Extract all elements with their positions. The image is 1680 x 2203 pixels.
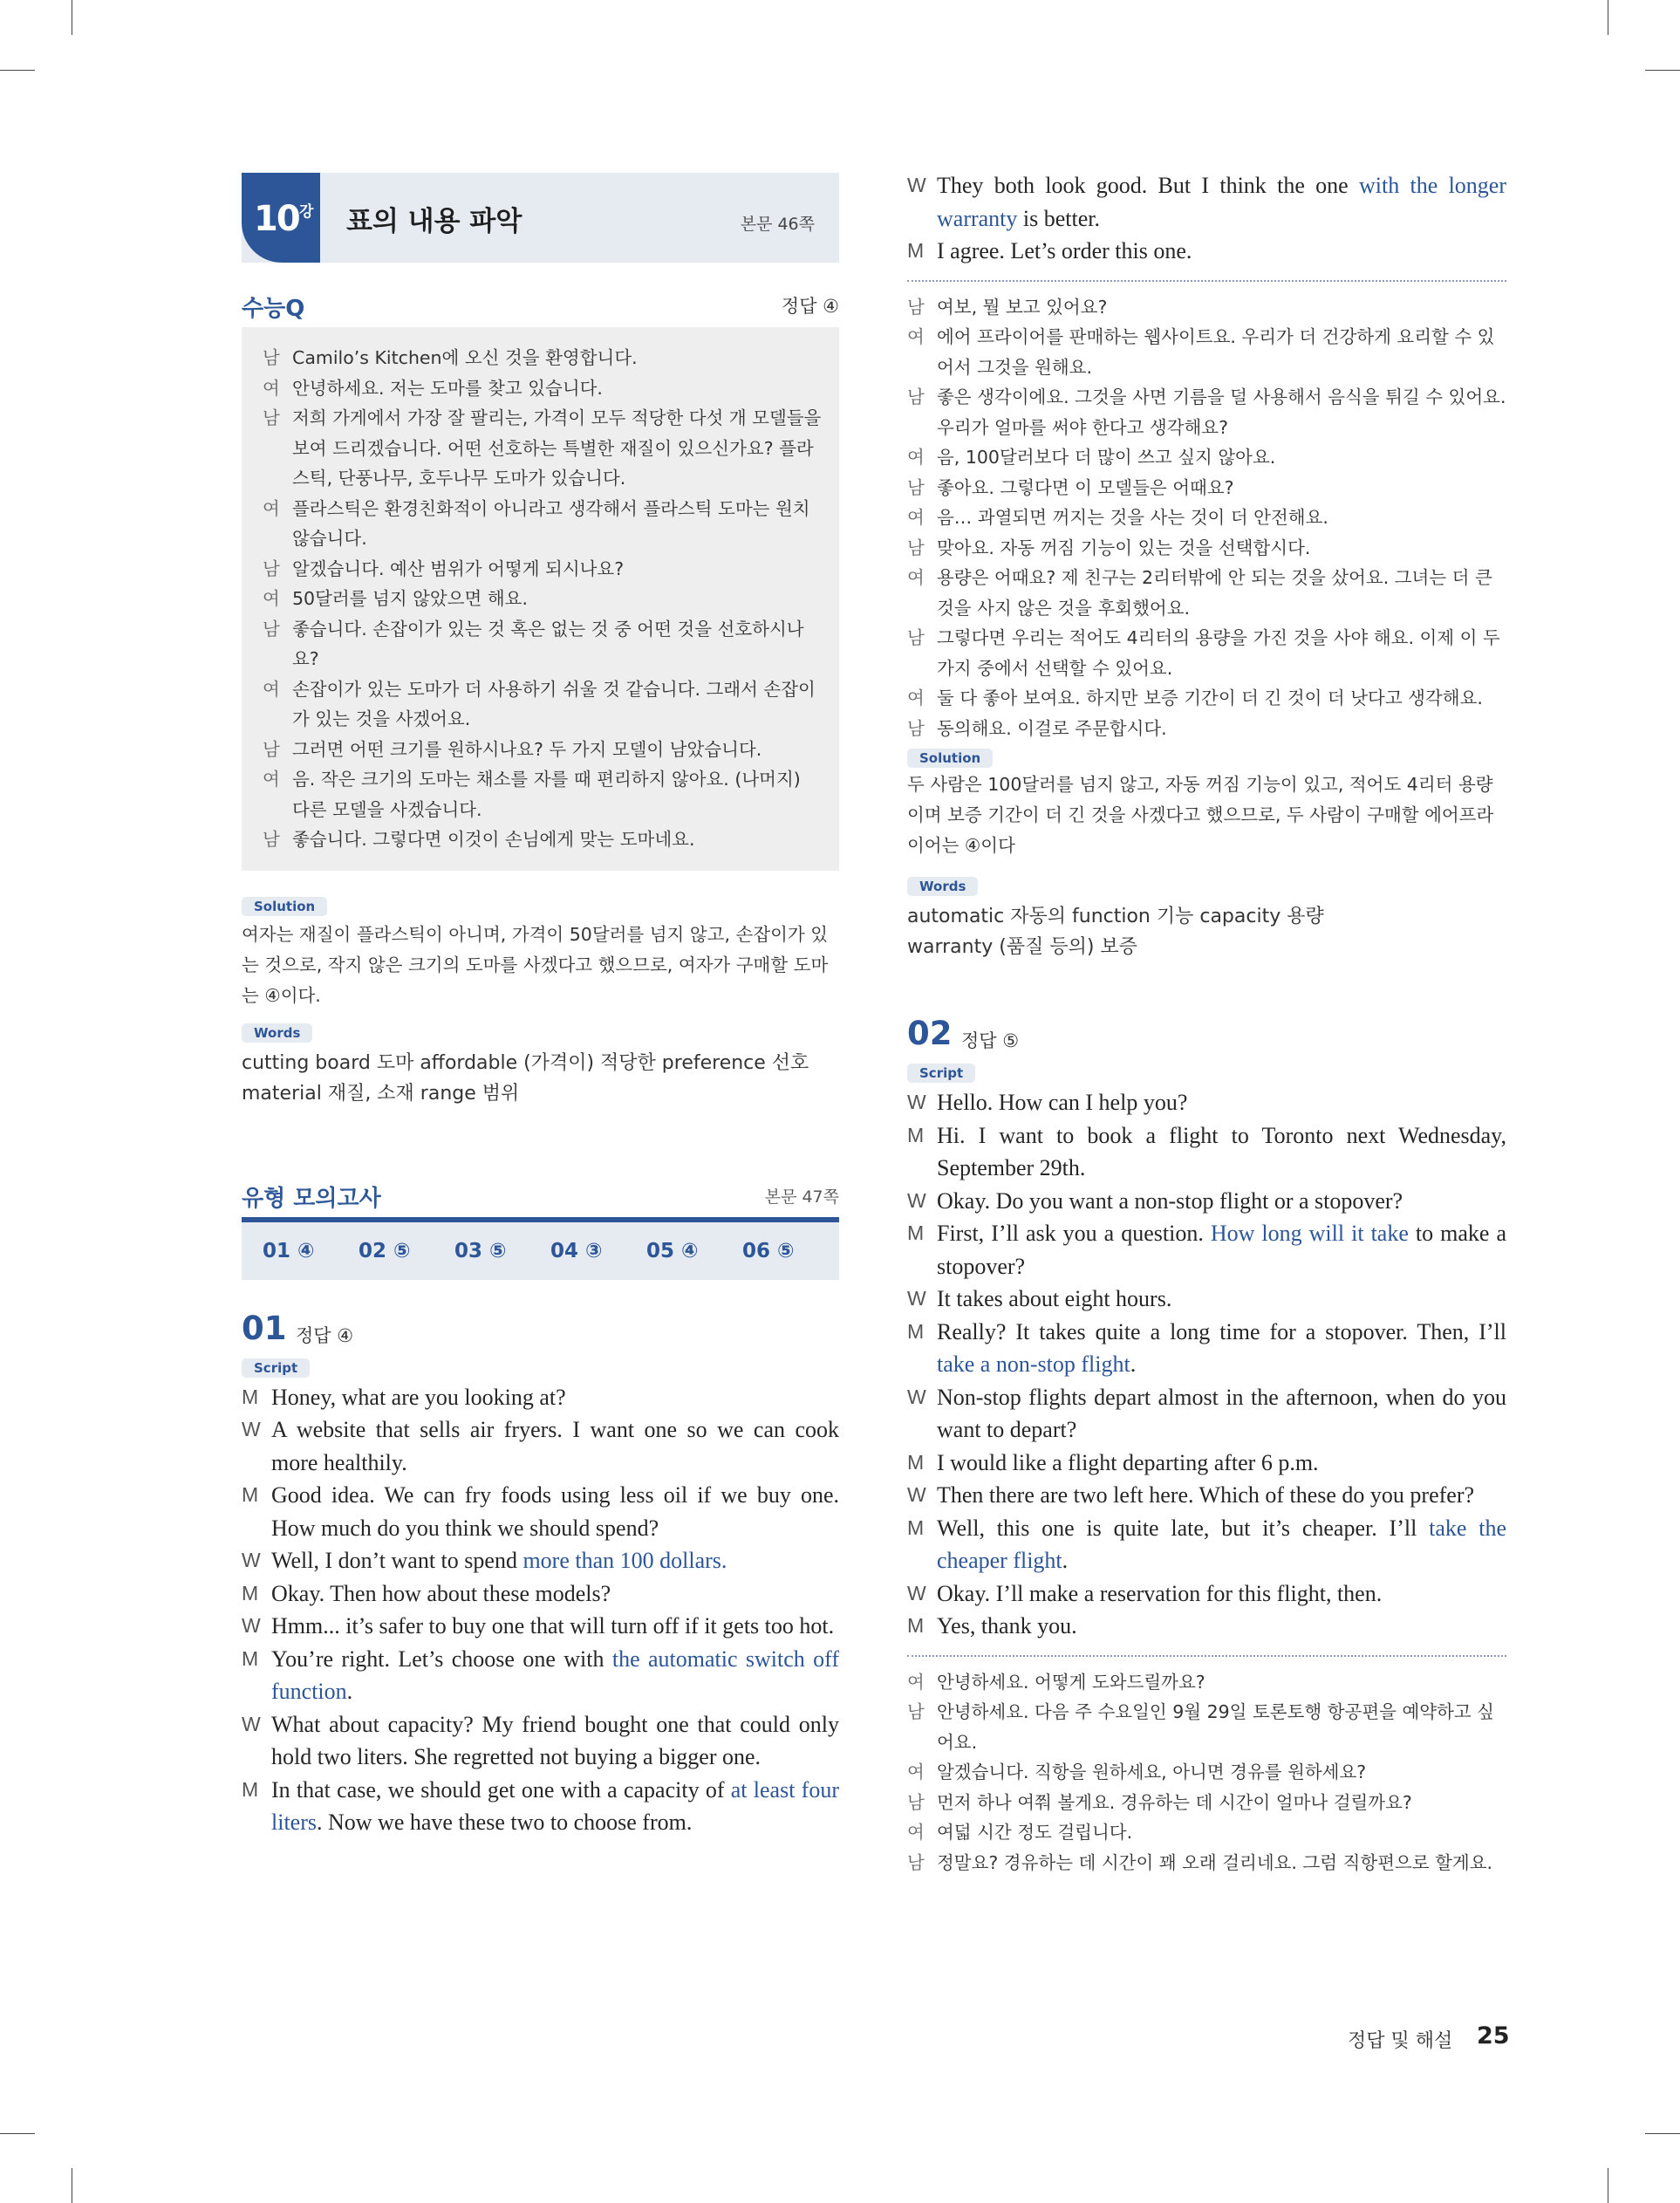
dialogue-line — [907, 322, 1506, 382]
dialogue-text: 음. 작은 크기의 도마는 채소를 자를 때 편리하지 않아요. (나머지) 다른 모델을 사겠습니다. — [292, 769, 801, 820]
solution-tag: Solution — [907, 749, 993, 768]
q01-script — [242, 1381, 839, 1839]
text-segment: I would like a flight departing after 6 p.m. — [937, 1449, 1319, 1475]
speaker-label: M — [242, 1483, 259, 1506]
unit-header — [242, 173, 839, 263]
dialogue-text: 맞아요. 자동 꺼짐 기능이 있는 것을 선택합시다. — [937, 537, 1311, 558]
text-segment: It takes about eight hours. — [937, 1286, 1172, 1311]
speaker-label: 남 — [907, 1851, 925, 1873]
mock-answer-bar — [242, 1217, 839, 1280]
speaker-label: W — [907, 1483, 926, 1506]
script-text — [937, 1512, 1506, 1577]
dialogue-text: 용량은 어때요? 제 친구는 2리터밖에 안 되는 것을 샀어요. 그녀는 더 큰 것을 사지 않은 것을 후회했어요. — [937, 567, 1492, 619]
speaker-label: 여 — [263, 497, 280, 519]
text-segment: to make a stopover? — [937, 1221, 1506, 1279]
speaker-label: 남 — [907, 476, 925, 498]
speaker-label: 여 — [907, 688, 925, 708]
dialogue-line — [263, 584, 823, 614]
dialogue-text: 그러면 어떤 크기를 원하시나요? 두 가지 모델이 남았습니다. — [292, 738, 762, 760]
text-segment: Then there are two left here. Which of these do you prefer? — [937, 1482, 1475, 1508]
speaker-label: W — [907, 1091, 926, 1113]
speaker-label: 여 — [907, 326, 925, 347]
speaker-label: 여 — [907, 1762, 925, 1782]
suneungq-solution — [242, 897, 839, 1011]
dialogue-line — [907, 1697, 1506, 1757]
speaker-label: M — [907, 1123, 925, 1146]
script-text — [937, 1185, 1506, 1218]
q02-header — [907, 1011, 1506, 1064]
script-text — [271, 1413, 839, 1479]
speaker-label: W — [242, 1418, 261, 1440]
script-tag: Script — [242, 1358, 310, 1378]
speaker-label: 남 — [263, 558, 280, 579]
script-line — [907, 235, 1506, 268]
unit-page-ref: 본문 46쪽 — [740, 215, 815, 234]
dialogue-text: 알겠습니다. 직항을 원하세요, 아니면 경유를 원하세요? — [937, 1762, 1367, 1782]
script-text — [937, 1316, 1506, 1381]
dialogue-text: 안녕하세요. 다음 주 수요일인 9월 29일 토론토행 항공편을 예약하고 싶어요. — [937, 1701, 1494, 1753]
dialogue-line — [263, 614, 823, 674]
speaker-label: M — [907, 1614, 925, 1637]
text-segment: Good idea. We can fry foods using less oil if we buy one. How much do you think we should spend? — [271, 1482, 839, 1541]
speaker-label: W — [242, 1614, 261, 1637]
speaker-label: 남 — [907, 296, 925, 318]
words-line: cutting board 도마 affordable (가격이) 적당한 preference 선호 — [242, 1051, 809, 1074]
script-line — [907, 1316, 1506, 1381]
unit-badge — [242, 173, 320, 263]
unit-title: 표의 내용 파악 — [346, 206, 522, 237]
right-column — [907, 169, 1506, 1878]
text-segment: First, I’ll ask you a question. — [937, 1221, 1211, 1246]
text-segment: Non-stop flights depart almost in the afternoon, when do you want to depart? — [937, 1384, 1506, 1442]
speaker-label: 남 — [907, 537, 925, 558]
dialogue-text: 정말요? 경유하는 데 시간이 꽤 오래 걸리네요. 그럼 직항편으로 할게요. — [937, 1851, 1493, 1873]
crop-mark — [1645, 70, 1680, 71]
dialogue-text: 안녕하세요. 저는 도마를 찾고 있습니다. — [292, 377, 603, 399]
dialogue-text: 안녕하세요. 어떻게 도와드릴까요? — [937, 1671, 1205, 1693]
dialogue-line — [907, 292, 1506, 323]
speaker-label: 남 — [907, 627, 925, 648]
dialogue-line — [907, 683, 1506, 714]
dialogue-line — [907, 503, 1506, 533]
text-segment: What about capacity? My friend bought one that could only hold two liters. She regretted not buying a bigger one. — [271, 1711, 839, 1769]
words-line: material 재질, 소재 range 범위 — [242, 1082, 520, 1105]
speaker-label: W — [907, 1581, 926, 1604]
suneungq-answer: 정답 ④ — [781, 296, 839, 317]
script-text — [937, 1283, 1506, 1316]
dialogue-text: 플라스틱은 환경친화적이 아니라고 생각해서 플라스틱 도마는 원치 않습니다. — [292, 497, 810, 549]
q01-words — [907, 877, 1506, 962]
dialogue-line — [263, 343, 823, 373]
text-segment: . — [1062, 1548, 1069, 1573]
dialogue-line — [263, 674, 823, 735]
question-answer: 정답 ④ — [296, 1324, 354, 1346]
script-line — [242, 1643, 839, 1708]
words-tag: Words — [242, 1023, 312, 1043]
speaker-label: W — [907, 1385, 926, 1408]
highlighted-phrase: take the cheaper flight — [937, 1515, 1506, 1573]
script-text — [937, 1479, 1506, 1512]
script-text — [271, 1381, 839, 1414]
script-text — [937, 1217, 1506, 1283]
text-segment: Okay. Then how about these models? — [271, 1580, 611, 1606]
text-segment: Hi. I want to book a flight to Toronto next Wednesday, September 29th. — [937, 1122, 1506, 1180]
text-segment: A website that sells air fryers. I want one so we can cook more healthily. — [271, 1417, 839, 1475]
speaker-label: M — [242, 1777, 259, 1801]
mock-title: 유형 모의고사 — [242, 1185, 381, 1212]
script-line — [242, 1708, 839, 1774]
text-segment: Okay. Do you want a non-stop flight or a stopover? — [937, 1187, 1403, 1214]
script-line — [907, 1512, 1506, 1577]
dialogue-line — [907, 623, 1506, 683]
q01-header — [242, 1306, 839, 1358]
script-line — [907, 1479, 1506, 1512]
dialogue-line — [263, 764, 823, 824]
q02-translation — [907, 1667, 1506, 1878]
answer-item: 02 ⑤ — [359, 1239, 411, 1262]
dialogue-line — [263, 554, 823, 585]
text-segment: Yes, thank you. — [937, 1613, 1077, 1639]
dialogue-line — [907, 442, 1506, 473]
dialogue-line — [263, 494, 823, 554]
speaker-label: 남 — [263, 347, 280, 368]
highlighted-phrase: the automatic switch off function — [271, 1645, 839, 1704]
script-line — [907, 1086, 1506, 1119]
speaker-label: 남 — [907, 387, 925, 407]
dialogue-text: 50달러를 넘지 않았으면 해요. — [292, 588, 528, 609]
dotted-divider — [907, 280, 1506, 282]
speaker-label: 여 — [907, 1671, 925, 1693]
text-segment: You’re right. Let’s choose one with — [271, 1645, 612, 1672]
text-segment: Really? It takes quite a long time for a stopover. Then, I’ll — [937, 1318, 1506, 1344]
crop-mark — [1645, 2133, 1680, 2134]
script-text — [271, 1610, 839, 1643]
script-line — [242, 1544, 839, 1577]
answer-item: 04 ③ — [550, 1239, 603, 1262]
text-segment: Okay. I’ll make a reservation for this flight, then. — [937, 1580, 1383, 1606]
speaker-label: 여 — [263, 588, 280, 609]
dialogue-text: 동의해요. 이걸로 주문합시다. — [937, 717, 1167, 739]
words-tag: Words — [907, 877, 978, 896]
script-text — [937, 1447, 1506, 1480]
crop-mark — [0, 70, 35, 71]
speaker-label: M — [242, 1385, 259, 1408]
suneungq-header — [242, 287, 839, 322]
text-segment: . Now we have these two to choose from. — [317, 1810, 693, 1835]
text-segment: Hello. How can I help you? — [937, 1090, 1188, 1115]
script-line — [242, 1610, 839, 1643]
dialogue-text: 좋습니다. 손잡이가 있는 것 혹은 없는 것 중 어떤 것을 선호하시나요? — [292, 618, 804, 669]
speaker-label: 남 — [263, 618, 280, 640]
script-line — [242, 1381, 839, 1414]
script-text — [271, 1643, 839, 1708]
speaker-label: 남 — [263, 738, 280, 760]
speaker-label: M — [242, 1646, 259, 1670]
dialogue-text: 좋아요. 그렇다면 이 모델들은 어때요? — [937, 476, 1234, 498]
speaker-label: 남 — [263, 407, 280, 428]
dialogue-line — [263, 373, 823, 404]
page-number: 25 — [1477, 2022, 1510, 2049]
script-tag: Script — [907, 1064, 975, 1083]
dialogue-line — [907, 714, 1506, 744]
dialogue-line — [263, 735, 823, 765]
answer-item: 01 ④ — [263, 1239, 315, 1262]
dialogue-line — [907, 1817, 1506, 1848]
speaker-label: W — [242, 1712, 261, 1735]
text-segment: Hmm... it’s safer to buy one that will turn off if it gets too hot. — [271, 1613, 835, 1639]
dialogue-text: 음, 100달러보다 더 많이 쓰고 싶지 않아요. — [937, 447, 1276, 468]
dialogue-line — [907, 533, 1506, 564]
words-line: automatic 자동의 function 기능 capacity 용량 — [907, 906, 1324, 927]
speaker-label: 남 — [907, 717, 925, 739]
dialogue-text: 먼저 하나 여쭤 볼게요. 경유하는 데 시간이 얼마나 걸릴까요? — [937, 1791, 1412, 1813]
script-line — [907, 1381, 1506, 1447]
solution-text: 여자는 재질이 플라스틱이 아니며, 가격이 50달러를 넘지 않고, 손잡이가 있는 것으로, 작지 않은 크기의 도마를 사겠다고 했으므로, 여자가 구매할 도마는 ④이다. — [242, 923, 829, 1006]
script-text — [271, 1708, 839, 1774]
dialogue-text: 좋습니다. 그렇다면 이것이 손님에게 맞는 도마네요. — [292, 829, 695, 850]
speaker-label: M — [907, 239, 925, 262]
dialogue-line — [907, 1667, 1506, 1698]
suneungq-dialogue-box — [242, 327, 839, 871]
speaker-label: W — [907, 174, 926, 196]
dialogue-text: 좋은 생각이에요. 그것을 사면 기름을 덜 사용해서 음식을 튀길 수 있어요. 우리가 얼마를 써야 한다고 생각해요? — [937, 387, 1506, 438]
mock-page-ref: 본문 47쪽 — [764, 1187, 839, 1207]
dialogue-text: 음… 과열되면 꺼지는 것을 사는 것이 더 안전해요. — [937, 507, 1328, 528]
text-segment: . — [346, 1679, 353, 1704]
question-number: 02 — [907, 1015, 953, 1052]
speaker-label: M — [907, 1221, 925, 1244]
script-text — [937, 1610, 1506, 1643]
dialogue-line — [907, 1757, 1506, 1788]
script-text — [937, 235, 1506, 268]
speaker-label: M — [907, 1450, 925, 1474]
answer-item: 06 ⑤ — [742, 1239, 795, 1262]
dialogue-text: 에어 프라이어를 판매하는 웹사이트요. 우리가 더 건강하게 요리할 수 있어서 그것을 원해요. — [937, 326, 1495, 378]
text-segment: Well, this one is quite late, but it’s cheaper. I’ll — [937, 1515, 1430, 1541]
speaker-label: M — [907, 1319, 925, 1343]
script-line — [907, 1577, 1506, 1611]
dialogue-text: 알겠습니다. 예산 범위가 어떻게 되시나요? — [292, 558, 625, 579]
unit-suffix: 강 — [299, 203, 314, 221]
highlighted-phrase: with the longer warranty — [937, 173, 1506, 231]
words-line: warranty (품질 등의) 보증 — [907, 936, 1137, 958]
speaker-label: 여 — [907, 567, 925, 588]
dialogue-line — [907, 473, 1506, 503]
left-column — [242, 173, 839, 1839]
question-number: 01 — [242, 1309, 287, 1347]
dialogue-text: 저희 가게에서 가장 잘 팔리는, 가격이 모두 적당한 다섯 개 모델들을 보여 드리겠습니다. 어떤 선호하는 특별한 재질이 있으신가요? 플라스틱, 단풍나무, 호두나무 도마가 있습니다. — [292, 407, 822, 489]
suneungq-title: 수능Q — [242, 296, 305, 322]
text-segment: Honey, what are you looking at? — [271, 1384, 566, 1410]
dialogue-text: 둘 다 좋아 보여요. 하지만 보증 기간이 더 긴 것이 더 낫다고 생각해요. — [937, 688, 1483, 708]
script-line — [907, 1447, 1506, 1480]
speaker-label: 여 — [263, 678, 280, 700]
dialogue-line — [907, 1848, 1506, 1878]
q01-solution — [907, 749, 1506, 861]
script-text — [271, 1544, 839, 1577]
text-segment: I agree. Let’s order this one. — [937, 238, 1192, 263]
dotted-divider — [907, 1655, 1506, 1657]
script-line — [242, 1413, 839, 1479]
highlighted-phrase: more than 100 dollars. — [522, 1548, 727, 1573]
mock-header — [242, 1177, 839, 1212]
answer-item: 05 ④ — [646, 1239, 699, 1262]
dialogue-line — [263, 403, 823, 494]
script-line — [907, 1283, 1506, 1316]
speaker-label: M — [907, 1515, 925, 1539]
dialogue-text: 여보, 뭘 보고 있어요? — [937, 296, 1108, 318]
script-line — [907, 169, 1506, 235]
dialogue-line — [263, 824, 823, 855]
text-segment: In that case, we should get one with a capacity of — [271, 1776, 731, 1803]
dialogue-text: Camilo’s Kitchen에 오신 것을 환영합니다. — [292, 347, 638, 368]
script-text — [271, 1577, 839, 1611]
text-segment: They both look good. But I think the one — [937, 173, 1359, 198]
unit-number: 10 — [254, 199, 299, 239]
dialogue-line — [907, 563, 1506, 623]
speaker-label: W — [907, 1287, 926, 1310]
text-segment: . — [1130, 1351, 1137, 1377]
dialogue-text: 그렇다면 우리는 적어도 4리터의 용량을 가진 것을 사야 해요. 이제 이 두 가지 중에서 선택할 수 있어요. — [937, 627, 1500, 679]
q01-script-continued — [907, 169, 1506, 268]
speaker-label: 여 — [263, 769, 280, 790]
speaker-label: 여 — [907, 1822, 925, 1843]
text-segment: is better. — [1017, 205, 1100, 231]
highlighted-phrase: How long will it take — [1210, 1221, 1409, 1246]
dialogue-text: 여덟 시간 정도 걸립니다. — [937, 1822, 1133, 1843]
dialogue-line — [907, 382, 1506, 442]
crop-mark — [0, 2133, 35, 2134]
highlighted-phrase: at least four liters — [271, 1776, 839, 1835]
footer-label: 정답 및 해설 — [1348, 2030, 1453, 2052]
script-text — [937, 1381, 1506, 1447]
speaker-label: 여 — [907, 447, 925, 468]
script-text — [937, 1086, 1506, 1119]
suneungq-words — [242, 1023, 839, 1109]
script-line — [242, 1577, 839, 1611]
text-segment: Well, I don’t want to spend — [271, 1548, 523, 1573]
script-text — [937, 169, 1506, 235]
script-line — [242, 1774, 839, 1839]
speaker-label: W — [907, 1188, 926, 1212]
speaker-label: 남 — [907, 1701, 925, 1722]
speaker-label: 여 — [907, 507, 925, 528]
speaker-label: M — [242, 1581, 259, 1604]
question-answer: 정답 ⑤ — [961, 1030, 1020, 1051]
script-line — [907, 1185, 1506, 1218]
speaker-label: 남 — [907, 1791, 925, 1813]
q01-translation — [907, 292, 1506, 744]
script-text — [271, 1479, 839, 1544]
q02-script — [907, 1086, 1506, 1643]
dialogue-text: 손잡이가 있는 도마가 더 사용하기 쉬울 것 같습니다. 그래서 손잡이가 있는 것을 사겠어요. — [292, 678, 816, 729]
script-text — [937, 1119, 1506, 1185]
dialogue-line — [907, 1788, 1506, 1818]
speaker-label: 여 — [263, 377, 280, 399]
solution-tag: Solution — [242, 897, 327, 916]
answer-item: 03 ⑤ — [454, 1239, 507, 1262]
script-text — [937, 1577, 1506, 1611]
speaker-label: W — [242, 1549, 261, 1571]
script-line — [907, 1217, 1506, 1283]
highlighted-phrase: take a non-stop flight — [937, 1351, 1130, 1377]
solution-text: 두 사람은 100달러를 넘지 않고, 자동 꺼짐 기능이 있고, 적어도 4리터 용량이며 보증 기간이 더 긴 것을 사겠다고 했으므로, 두 사람이 구매할 에어프라이어는 ④이다 — [907, 774, 1494, 856]
script-line — [242, 1479, 839, 1544]
script-text — [271, 1774, 839, 1839]
script-line — [907, 1610, 1506, 1643]
speaker-label: 남 — [263, 829, 280, 850]
script-line — [907, 1119, 1506, 1185]
